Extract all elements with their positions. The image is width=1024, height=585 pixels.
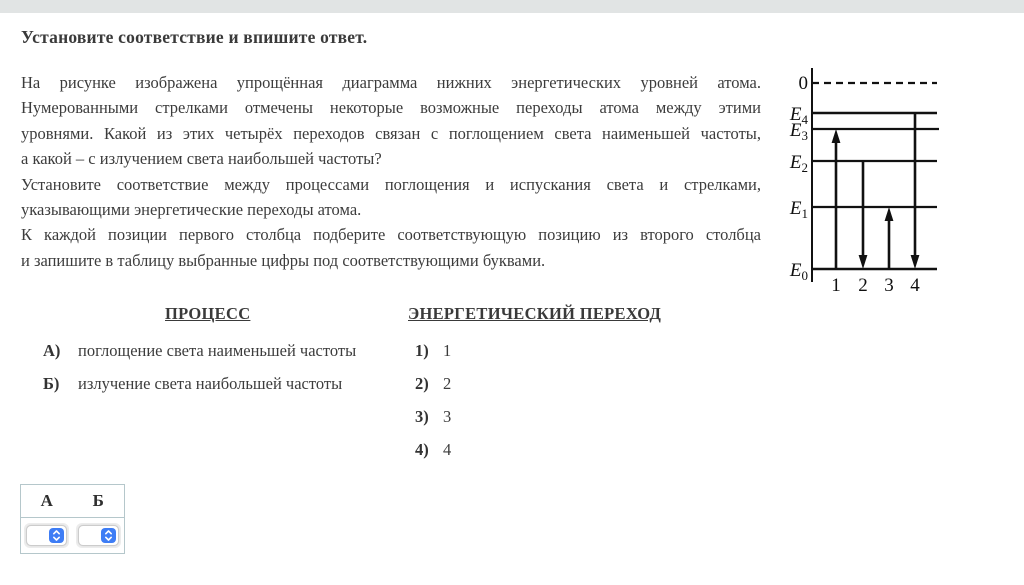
option-number: 2) [415,374,429,393]
problem-line: Установите соответствие между процессами поглощения и испускания света и стрелками, [21,174,761,194]
process-text: излучение света наибольшей частоты [78,374,343,393]
problem-line: К каждой позиции первого столбца подберите соответствующую позицию из второго столбца [21,225,761,245]
level-label-e2: $E_2$ [789,152,808,175]
problem-line: а какой – с излучением света наибольшей частоты? [21,149,382,169]
answer-select-a[interactable] [24,523,69,548]
option-number: 3) [415,407,429,426]
option-number: 1) [415,341,429,360]
arrow-1-up [832,129,841,269]
zero-level-label: 0 [798,73,808,94]
arrow-4-down [911,113,920,269]
answer-table-header [21,485,124,518]
arrow-number: 1 [831,275,841,296]
answer-header-b: Б [92,491,104,510]
problem-line: Нумерованными стрелками отмечены некоторые возможные переходы атома между этими [21,98,761,118]
answer-header-a: А [40,491,53,510]
transition-column-header: ЭНЕРГЕТИЧЕСКИЙ ПЕРЕХОД [408,304,662,323]
level-label-e4: $E_4$ [789,104,808,127]
matching-section [21,298,766,473]
answer-table-inputs [21,518,124,553]
option-number: 4) [415,440,429,459]
top-bar [0,0,1024,13]
level-label-e0: $E_0$ [789,260,808,283]
option-value: 1 [443,341,452,360]
process-letter: А) [43,341,61,360]
option-value: 3 [443,407,452,426]
answer-select-b[interactable] [76,523,121,548]
energy-level-diagram [786,58,961,303]
answer-table [20,484,125,554]
process-letter: Б) [43,374,60,393]
arrow-number: 2 [858,275,868,296]
problem-statement [21,70,761,273]
problem-line: На рисунке изображена упрощённая диаграмма нижних энергетических уровней атома. [21,73,761,92]
up-down-stepper-icon [49,528,64,543]
option-value: 4 [443,440,452,459]
process-text: поглощение света наименьшей частоты [78,341,357,360]
problem-line: указывающими энергетические переходы атома. [21,199,362,219]
arrow-3-up [885,207,894,269]
arrow-number: 4 [910,275,920,296]
level-label-e1: $E_1$ [789,198,808,221]
arrow-2-down [859,161,868,269]
problem-line: уровнями. Какой из этих четырёх переходов связан с поглощением света наименьшей частоты, [21,123,761,143]
level-label-e3: $E_3$ [789,120,808,143]
page-title: Установите соответствие и впишите ответ. [21,27,368,47]
option-value: 2 [443,374,452,393]
up-down-stepper-icon [101,528,116,543]
process-column-header: ПРОЦЕСС [165,304,251,323]
problem-line: и запишите в таблицу выбранные цифры под соответствующими буквами. [21,250,546,270]
arrow-number: 3 [884,275,894,296]
